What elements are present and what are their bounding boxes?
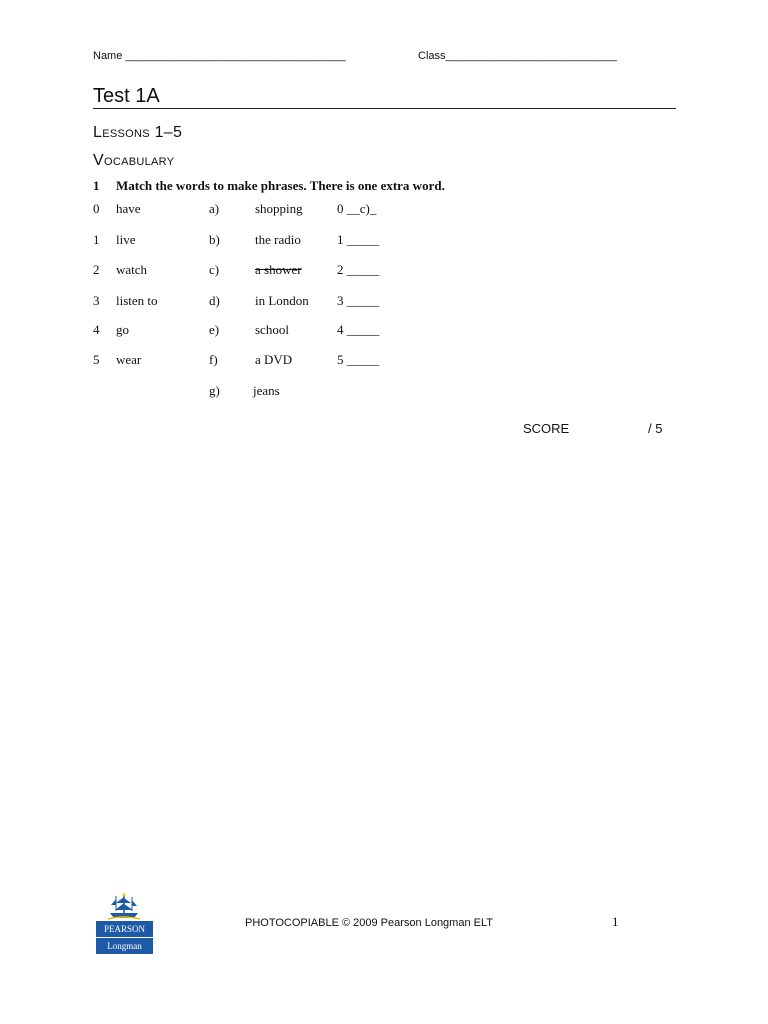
row-letter: b) [209, 232, 220, 247]
answer-blank[interactable]: _____ [346, 262, 380, 277]
class-label: Class [418, 50, 446, 62]
row-word: wear [116, 352, 142, 367]
lessons-heading [93, 124, 182, 142]
page-number: 1 [612, 914, 619, 929]
row-number: 3 [93, 293, 100, 308]
answer-field[interactable] [337, 262, 379, 278]
row-letter: e) [209, 322, 220, 337]
name-field[interactable] [93, 50, 346, 62]
pearson-longman-logo [96, 893, 153, 954]
answer-blank[interactable]: _____ [346, 322, 380, 337]
row-letter: a) [209, 201, 220, 216]
row-phrase-extra: jeans [253, 383, 280, 398]
row-word: listen to [116, 293, 158, 308]
class-field[interactable] [418, 50, 617, 62]
logo-pearson: PEARSON [96, 921, 153, 937]
answer-field[interactable] [337, 352, 379, 368]
answer-number: 5 [337, 352, 344, 367]
answer-number: 4 [337, 322, 344, 337]
row-letter: f) [209, 352, 218, 367]
instruction-text: Match the words to make phrases. There is one extra word. [116, 178, 445, 193]
answer-field[interactable] [337, 322, 379, 338]
row-word: watch [116, 262, 148, 277]
row-number: 5 [93, 352, 100, 367]
row-letter: d) [209, 293, 220, 308]
name-blank: ____________________________________ [125, 50, 346, 62]
answer-number: 3 [337, 293, 344, 308]
answer-field[interactable] [337, 232, 379, 248]
answer-example [337, 201, 376, 217]
title-divider [93, 108, 676, 109]
row-number: 2 [93, 262, 100, 277]
lessons-label: Lessons [93, 124, 150, 141]
row-letter: c) [209, 262, 220, 277]
row-phrase-crossed: a shower [255, 262, 302, 277]
class-blank: ____________________________ [445, 50, 617, 62]
name-label: Name [93, 50, 123, 62]
row-word: have [116, 201, 141, 216]
row-phrase: in London [255, 293, 309, 308]
answer-number: 0 [337, 201, 344, 216]
row-number: 4 [93, 322, 100, 337]
ship-icon [96, 893, 153, 921]
answer-number: 2 [337, 262, 344, 277]
lessons-range: 1–5 [154, 124, 183, 141]
row-phrase: a DVD [255, 352, 293, 367]
copyright-text: PHOTOCOPIABLE © 2009 Pearson Longman ELT [245, 917, 493, 929]
row-word: go [116, 322, 129, 337]
row-phrase: shopping [255, 201, 303, 216]
row-letter: g) [209, 383, 220, 398]
row-phrase: school [255, 322, 289, 337]
score-label: SCORE [523, 421, 570, 436]
answer-blank[interactable]: _____ [346, 232, 380, 247]
answer-number: 1 [337, 232, 344, 247]
answer-field[interactable] [337, 293, 379, 309]
score-total: / 5 [648, 421, 663, 436]
page-title: Test 1A [93, 85, 160, 107]
answer-blank: __c)_ [346, 201, 377, 216]
exercise-number: 1 [93, 178, 100, 193]
row-number: 1 [93, 232, 100, 247]
row-number: 0 [93, 201, 100, 216]
vocabulary-heading: Vocabulary [93, 152, 175, 169]
answer-blank[interactable]: _____ [346, 293, 380, 308]
exercise-instruction [93, 178, 445, 194]
answer-blank[interactable]: _____ [346, 352, 380, 367]
logo-longman: Longman [96, 938, 153, 954]
row-word: live [116, 232, 136, 247]
row-phrase: the radio [255, 232, 301, 247]
